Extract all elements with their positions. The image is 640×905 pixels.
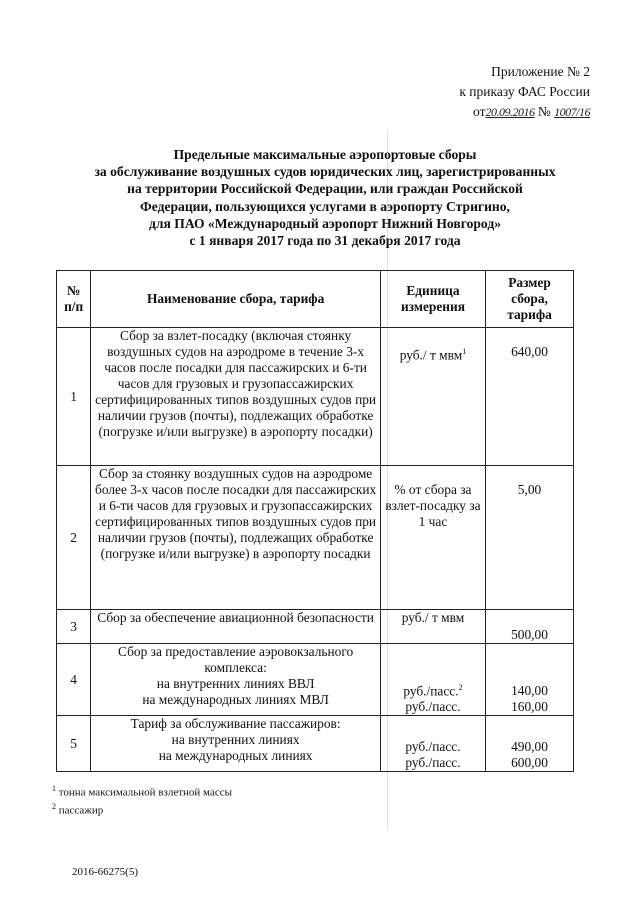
table-row xyxy=(57,328,574,466)
row-size: 500,00 xyxy=(486,610,574,644)
footnote-1 xyxy=(52,782,232,800)
unit-domestic: руб./пасс. xyxy=(403,683,459,698)
handwritten-number: 1007/16 xyxy=(554,105,590,119)
row-name: Сбор за обеспечение авиационной безопасности xyxy=(91,610,381,644)
row-size: 640,00 xyxy=(486,328,574,466)
appendix-order: к приказу ФАС России xyxy=(459,84,590,99)
table-row xyxy=(57,466,574,610)
row-num: 5 xyxy=(57,716,91,772)
row-num: 2 xyxy=(57,466,91,610)
header-unit: Единица измерения xyxy=(380,271,485,328)
document-title xyxy=(40,146,610,249)
row-num: 4 xyxy=(57,644,91,716)
row-size xyxy=(486,716,574,772)
title-line: на территории Российской Федерации, или граждан Российской xyxy=(127,181,523,197)
footnotes xyxy=(52,782,232,817)
header-name: Наименование сбора, тарифа xyxy=(91,271,381,328)
appendix-block xyxy=(420,62,590,122)
size-international: 160,00 xyxy=(511,699,548,714)
unit-international: руб./пасс. xyxy=(405,755,461,770)
title-line: Предельные максимальные аэропортовые сборы xyxy=(173,147,477,162)
header-size: Размер сбора, тарифа xyxy=(486,271,574,328)
number-label: № xyxy=(537,104,551,119)
title-line: за обслуживание воздушных судов юридических лиц, зарегистрированных xyxy=(94,164,556,180)
document-number: 2016-66275(5) xyxy=(72,866,138,878)
footnote-text: пассажир xyxy=(58,804,104,817)
title-line: Федерации, пользующихся услугами в аэропорту Стригино, xyxy=(140,198,510,214)
row-unit: % от сбора за взлет-посадку за 1 час xyxy=(380,466,485,610)
row-num: 1 xyxy=(57,328,91,466)
header-num: № п/п xyxy=(57,271,91,328)
row-size xyxy=(486,644,574,716)
footnote-ref: 2 xyxy=(458,682,463,692)
footnote-2 xyxy=(52,800,232,818)
size-international: 600,00 xyxy=(511,755,548,770)
row-sub-international: на международных линиях МВЛ xyxy=(142,692,329,707)
row-num: 3 xyxy=(57,610,91,644)
appendix-date-line xyxy=(420,102,590,122)
table-row xyxy=(57,716,574,772)
footnote-ref: 1 xyxy=(462,347,467,356)
row-unit xyxy=(380,716,485,772)
row-name xyxy=(91,716,381,772)
unit-domestic: руб./пасс. xyxy=(405,739,461,754)
table-row xyxy=(57,610,574,644)
row-name: Сбор за стоянку воздушных судов на аэродроме более 3-х часов после посадки для пассажирских и 6-ти часов для грузовых и грузопассажирских сертифицированных типов воздушных судов при наличии грузов (почты), подлежащих обработке (погрузке и/или выгрузке) в аэропорту посадки xyxy=(91,466,381,610)
appendix-title: Приложение № 2 xyxy=(491,64,590,79)
unit-international: руб./пасс. xyxy=(405,699,461,714)
row-unit: руб./ т мвм xyxy=(380,610,485,644)
from-label: от xyxy=(473,104,486,119)
tariffs-table xyxy=(56,270,574,772)
row-sub-international: на международных линиях xyxy=(158,748,313,763)
row-unit xyxy=(380,328,485,466)
size-domestic: 140,00 xyxy=(511,683,548,698)
footnote-mark: 1 xyxy=(52,784,56,793)
size-domestic: 490,00 xyxy=(511,739,548,754)
row-name-main: Сбор за предоставление аэровокзального комплекса: xyxy=(118,644,354,675)
table-header-row xyxy=(57,271,574,328)
title-line: с 1 января 2017 года по 31 декабря 2017 года xyxy=(189,233,461,249)
row-unit xyxy=(380,644,485,716)
row-name: Сбор за взлет-посадку (включая стоянку воздушных судов на аэродроме в течение 3-х часов после посадки для пассажирских и 6-ти часов для грузовых и грузопассажирских сертифицированных типов воздушных судов при наличии грузов (почты), подлежащих обработке (погрузке и/или выгрузке) в аэропорту посадки) xyxy=(91,328,381,466)
footnote-mark: 2 xyxy=(52,801,56,811)
unit-text: руб./ т мвм xyxy=(399,347,463,363)
row-sub-domestic: на внутренних линиях ВВЛ xyxy=(156,676,315,691)
title-line: для ПАО «Международный аэропорт Нижний Новгород» xyxy=(148,215,502,231)
row-name-main: Тариф за обслуживание пассажиров: xyxy=(130,716,341,731)
table-row xyxy=(57,644,574,716)
footnote-text: тонна максимальной взлетной массы xyxy=(58,786,232,799)
row-sub-domestic: на внутренних линиях xyxy=(171,732,300,747)
row-size: 5,00 xyxy=(486,466,574,610)
row-name xyxy=(91,644,381,716)
handwritten-date: 20.09.2016 xyxy=(485,105,535,119)
